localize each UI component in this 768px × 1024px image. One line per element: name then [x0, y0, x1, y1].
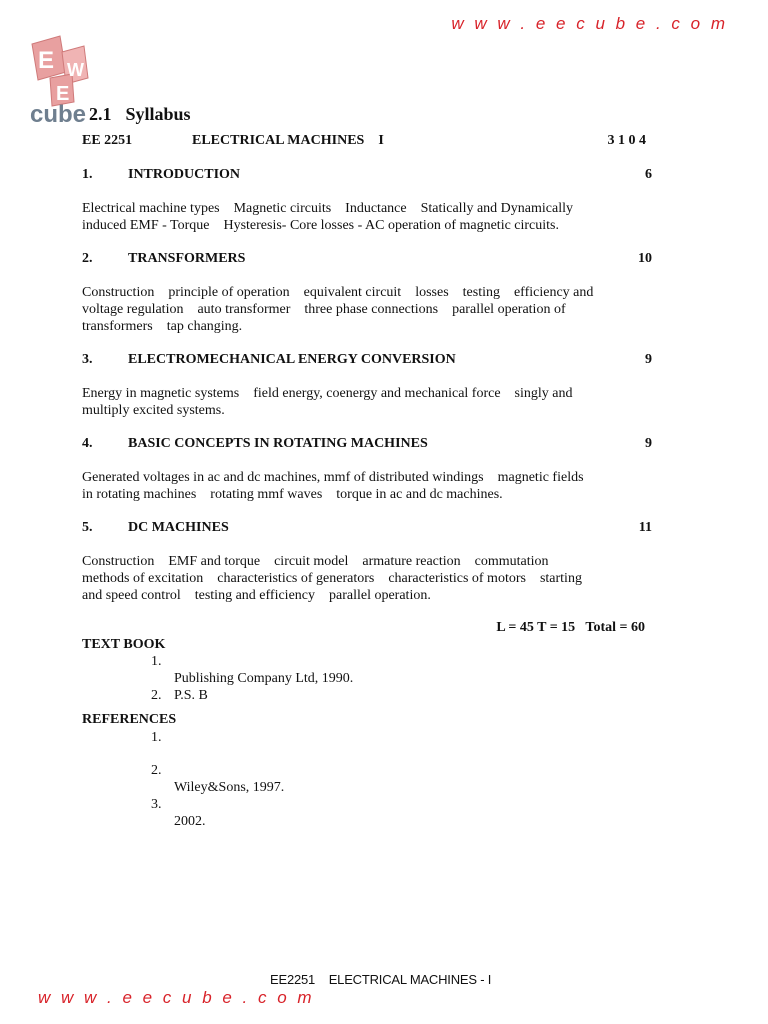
unit-title: TRANSFORMERS: [128, 251, 246, 266]
reference-item-continuation: Wiley&Sons, 1997.: [174, 780, 285, 795]
text-book-item-text: P.S. B: [174, 688, 208, 703]
unit-description: [82, 200, 654, 234]
unit-title: BASIC CONCEPTS IN ROTATING MACHINES: [128, 436, 428, 451]
unit-number: 1.: [82, 167, 93, 182]
unit-number: 3.: [82, 352, 93, 367]
unit-number: 4.: [82, 436, 93, 451]
unit-title: INTRODUCTION: [128, 167, 241, 182]
unit-line: Energy in magnetic systems field energy, coenergy and mechanical force singly and: [82, 386, 573, 401]
unit-line: multiply excited systems.: [82, 403, 225, 418]
course-code: EE 2251: [82, 133, 133, 148]
unit-hours: 9: [645, 352, 652, 367]
unit-number: 5.: [82, 520, 93, 535]
course-credits: 3 1 0 4: [607, 133, 646, 148]
unit-line: induced EMF - Torque Hysteresis- Core losses - AC operation of magnetic circuits.: [82, 218, 559, 233]
unit-description: [82, 469, 654, 503]
logo-letter-w: W: [67, 60, 84, 80]
logo-letter-e1: E: [38, 47, 55, 74]
unit-hours: 9: [645, 436, 652, 451]
header-url: w w w . e e c u b e . c o m: [451, 14, 728, 33]
hours-total: L = 45 T = 15 Total = 60: [496, 620, 645, 635]
unit-title: ELECTROMECHANICAL ENERGY CONVERSION: [128, 352, 456, 367]
unit-title: DC MACHINES: [128, 520, 229, 535]
section-title: [80, 83, 205, 125]
unit-description: [82, 385, 654, 419]
text-book-item-number: 1.: [151, 654, 162, 669]
section-name: Syllabus: [125, 104, 191, 124]
unit-hours: 11: [638, 520, 652, 535]
footer-url: w w w . e e c u b e . c o m: [38, 988, 315, 1007]
unit-line: Electrical machine types Magnetic circuits Inductance Statically and Dynamically: [82, 201, 573, 216]
text-book-heading: TEXT BOOK: [82, 637, 166, 652]
reference-item-number: 3.: [151, 797, 162, 812]
unit-hours: 10: [638, 251, 652, 266]
unit-number: 2.: [82, 251, 93, 266]
reference-item-continuation: 2002.: [174, 814, 206, 829]
logo-letter-e2: E: [56, 83, 70, 105]
unit-description: [82, 284, 654, 335]
course-name: ELECTRICAL MACHINES I: [192, 133, 384, 148]
unit-hours: 6: [645, 167, 652, 182]
unit-line: in rotating machines rotating mmf waves torque in ac and dc machines.: [82, 487, 503, 502]
reference-item-number: 2.: [151, 763, 162, 778]
section-number: 2.1: [89, 104, 112, 124]
footer-text: EE2251 ELECTRICAL MACHINES - I: [270, 972, 492, 987]
reference-item-number: 1.: [151, 730, 162, 745]
unit-line: voltage regulation auto transformer three phase connections parallel operation of: [82, 302, 566, 317]
unit-line: Construction principle of operation equivalent circuit losses testing efficiency and: [82, 285, 594, 300]
text-book-item-number: 2.: [151, 688, 162, 703]
references-heading: REFERENCES: [82, 712, 177, 727]
unit-line: Construction EMF and torque circuit model armature reaction commutation: [82, 554, 549, 569]
unit-line: and speed control testing and efficiency parallel operation.: [82, 588, 431, 603]
unit-line: transformers tap changing.: [82, 319, 243, 334]
text-book-item-continuation: Publishing Company Ltd, 1990.: [174, 671, 354, 686]
logo-word: cube: [30, 101, 87, 124]
unit-line: Generated voltages in ac and dc machines, mmf of distributed windings magnetic fields: [82, 470, 584, 485]
unit-description: [82, 553, 654, 604]
unit-line: methods of excitation characteristics of generators characteristics of motors starting: [82, 571, 582, 586]
